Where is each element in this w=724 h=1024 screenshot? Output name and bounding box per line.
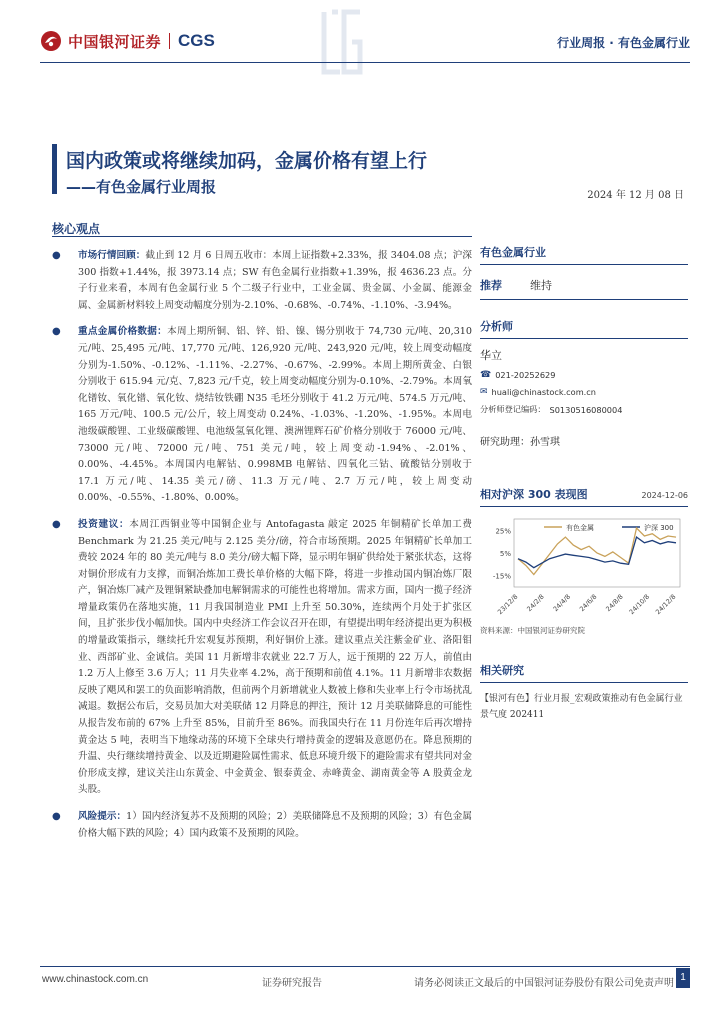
brand-divider [169, 33, 170, 49]
research-assistant [480, 433, 688, 448]
legend-label: 沪深 300 [644, 524, 674, 532]
rating-row [480, 277, 688, 300]
bullet-icon: ● [52, 326, 61, 338]
report-subtitle: ——有色金属行业周报 [66, 178, 217, 196]
related-research-heading: 相关研究 [480, 662, 688, 683]
brand-logo [40, 30, 215, 52]
chart-source: 资料来源：中国银河证券研究院 [480, 626, 585, 635]
footer-divider [40, 966, 690, 967]
x-tick-label: 24/12/8 [654, 592, 678, 617]
phone-number: 021-20252629 [495, 370, 556, 380]
watermark-emblem-icon [318, 8, 366, 76]
core-views-divider [52, 236, 472, 237]
page-number: 1 [676, 968, 690, 988]
x-tick-label: 24/4/8 [551, 592, 573, 614]
title-accent-bar [52, 144, 57, 194]
x-tick-label: 24/10/8 [627, 592, 652, 617]
email-address[interactable]: huali@chinastock.com.cn [491, 387, 596, 397]
sidebar [480, 244, 688, 723]
market-review-paragraph [50, 248, 472, 314]
email-icon: ✉ [480, 387, 488, 397]
industry-heading: 有色金属行业 [480, 244, 688, 265]
y-tick-label: 5% [499, 550, 511, 558]
x-tick-label: 24/6/8 [577, 592, 599, 614]
brand-name-en: CGS [178, 31, 215, 50]
series-line [518, 528, 676, 574]
related-research-item[interactable]: 【银河有色】行业月报_宏观政策推动有色金属行业景气度 202411 [480, 694, 683, 720]
core-views-heading: 核心观点 [52, 222, 101, 236]
report-category: 行业周报 · 有色金属行业 [557, 36, 690, 50]
assistant-label: 研究助理： [480, 437, 530, 448]
analyst-email [480, 387, 688, 397]
analyst-registration [480, 404, 688, 415]
registration-label: 分析师登记编码： [480, 404, 546, 414]
bullet-icon: ● [52, 250, 61, 261]
core-views-body [50, 248, 472, 852]
report-title: 国内政策或将继续加码，金属价格有望上行 [66, 150, 428, 172]
footer-website-link[interactable]: www.chinastock.com.cn [42, 974, 149, 985]
phone-icon: ☎ [480, 370, 492, 380]
paragraph-lead: 市场行情回顾： [78, 250, 146, 261]
footer-disclaimer: 请务必阅读正文最后的中国银河证券股份有限公司免责声明 [414, 978, 674, 989]
paragraph-lead: 风险提示： [78, 811, 127, 822]
chart-header [480, 486, 688, 507]
x-tick-label: 24/2/8 [525, 592, 546, 614]
analyst-name: 华立 [480, 349, 502, 362]
brand-emblem-icon [40, 30, 62, 52]
paragraph-text: 1）国内经济复苏不及预期的风险；2）美联储降息不及预期的风险；3）有色金属价格大幅下跌的风险；4）国内政策不及预期的风险。 [78, 811, 473, 839]
chart-title: 相对沪深 300 表现图 [480, 488, 588, 501]
assistant-name: 孙雪琪 [530, 437, 560, 448]
y-tick-label: 25% [495, 527, 511, 536]
risk-warning-paragraph [50, 809, 472, 842]
brand-name-cn: 中国银河证券 [68, 32, 162, 51]
bullet-icon: ● [52, 811, 61, 822]
legend-label: 有色金属 [566, 524, 594, 532]
chart-date: 2024-12-06 [641, 491, 688, 500]
analyst-phone [480, 370, 688, 380]
bullet-icon: ● [52, 518, 61, 530]
report-date: 2024 年 12 月 08 日 [587, 190, 684, 201]
investment-advice-paragraph [50, 517, 472, 799]
analyst-heading: 分析师 [480, 318, 688, 339]
header-divider [40, 62, 690, 63]
registration-code: S0130516080004 [549, 404, 623, 415]
paragraph-lead: 投资建议： [78, 518, 130, 530]
y-tick-label: -15% [492, 572, 511, 581]
x-tick-label: 24/8/8 [604, 592, 625, 614]
paragraph-text: 本周上期所铜、铝、锌、铅、镍、锡分别收于 74,730 元/吨、20,310 元/吨、25,495 元/吨、17,770 元/吨、126,920 元/吨、243,920 元/吨，较上周变动幅度分别为-1.50%、-0.12%、-1.11%、-2.27%、-0.67%、-2.99%。本周上期所黄金、白银分别收于 615.94 元/克、7,823 元/千克，较上周变动幅度分别为-0.10%、-2.79%。本周氧化镨钕、氧化镨、氧化钕、烧结钕铁硼 N35 毛坯分别收于 41.2 万元/吨、574.5 万元/吨、165 万元/吨、100.5 元/公斤，较上周变动 0.24%、-1.03%、-1.20%、-1.95%。本周电池级碳酸锂、工业级碳酸锂、电池级氢氧化锂、澳洲锂辉石矿价格分别收于 76000 元/吨、73000 元/吨、72000 元/吨、751 美元/吨，较上周变动-1.94%、-2.01%、0.00%、-4.45%。本周国内电解钴、0.998MB 电解钴、四氧化三钴、硫酸钴分别收于 17.1 万元/吨、14.35 美元/磅、11.3 万元/吨、2.7 万元/吨，较上周变动 0.00%、-0.55%、-1.80%、0.00%。 [78, 326, 473, 504]
metal-prices-paragraph [50, 324, 472, 507]
paragraph-text: 本周江西铜业等中国铜企业与 Antofagasta 敲定 2025 年铜精矿长单加工费 Benchmark 为 21.25 美元/吨与 2.125 美分/磅，符合市场预期。2025 年铜精矿长单加工费较 2024 年的 80 美元/吨与 8.0 美分/磅大幅下降，显示明年铜矿供给处于紧张状态，这将对铜价形成有力支撑，而铜冶炼加工费长单价格的大幅下降，将进一步推动国内铜冶炼厂限产，铜冶炼厂减产及锂铜紧缺叠加电解铜需求的可能性也将增加。需求方面，国内一揽子经济增量政策仍在落地实施，11 月我国制造业 PMI 上升至 50.30%，连续两个月处于扩张区间，且扩张步伐小幅加快。国内中央经济工作会议召开在即，有望提出明年经济提出更为积极的增量政策指示，继续托升宏观复苏预期，利好铜价上涨。建议重点关注紫金矿业、洛阳钼业、西部矿业、金诚信。美国 11 月新增非农就业 22.7 万人，远于预期的 22 万人，前值由 1.2 万人上修至 3.6 万人；11 月失业率 4.2%，高于预期和前值 4.1%。11 月新增非农数据反映了飓风和罢工的负面影响消散，但前两个月新增就业人数被上修和失业率上行令市场扰乱减退。数据公布后，交易员加大对美联储 12 月降息的押注，预计 12 月美联储降息的可能性从报告发布前的 67% 上升至 85%，目前升至 86%。而我国央行在 11 月份连年后再次增持黄金达 5 吨，表明当下地缘动荡的环境下全球央行增持黄金的逻辑及意愿仍在。降息预期的升温、央行继续增持黄金、以及近期避险属性需求、低息环境升级下的避险需求有望共同对金价形成支撑，建议关注山东黄金、中金黄金、银泰黄金、赤峰黄金、湖南黄金等 A 股黄金龙头股。 [78, 518, 472, 796]
footer-report-type: 证券研究报告 [262, 978, 322, 989]
rating-value: 维持 [530, 279, 552, 292]
paragraph-lead: 重点金属价格数据： [78, 326, 168, 338]
relative-performance-chart [480, 511, 688, 625]
paragraph-text: 截止到 12 月 6 日周五收市：本周上证指数+2.33%，报 3404.08 点；沪深 300 指数+1.44%，报 3973.14 点；SW 有色金属行业指数+1.39%，报 4636.23 点。分子行业来看，本周有色金属行业 5 个二级子行业中，工业金属、贵金属、小金属、能源金属、金属新材料较上周变动幅度分别为-2.10%、-0.68%、-0.74%、-1.10%、-3.94%。 [78, 250, 473, 311]
x-tick-label: 23/12/8 [496, 592, 520, 617]
rating-label: 推荐 [480, 279, 502, 292]
